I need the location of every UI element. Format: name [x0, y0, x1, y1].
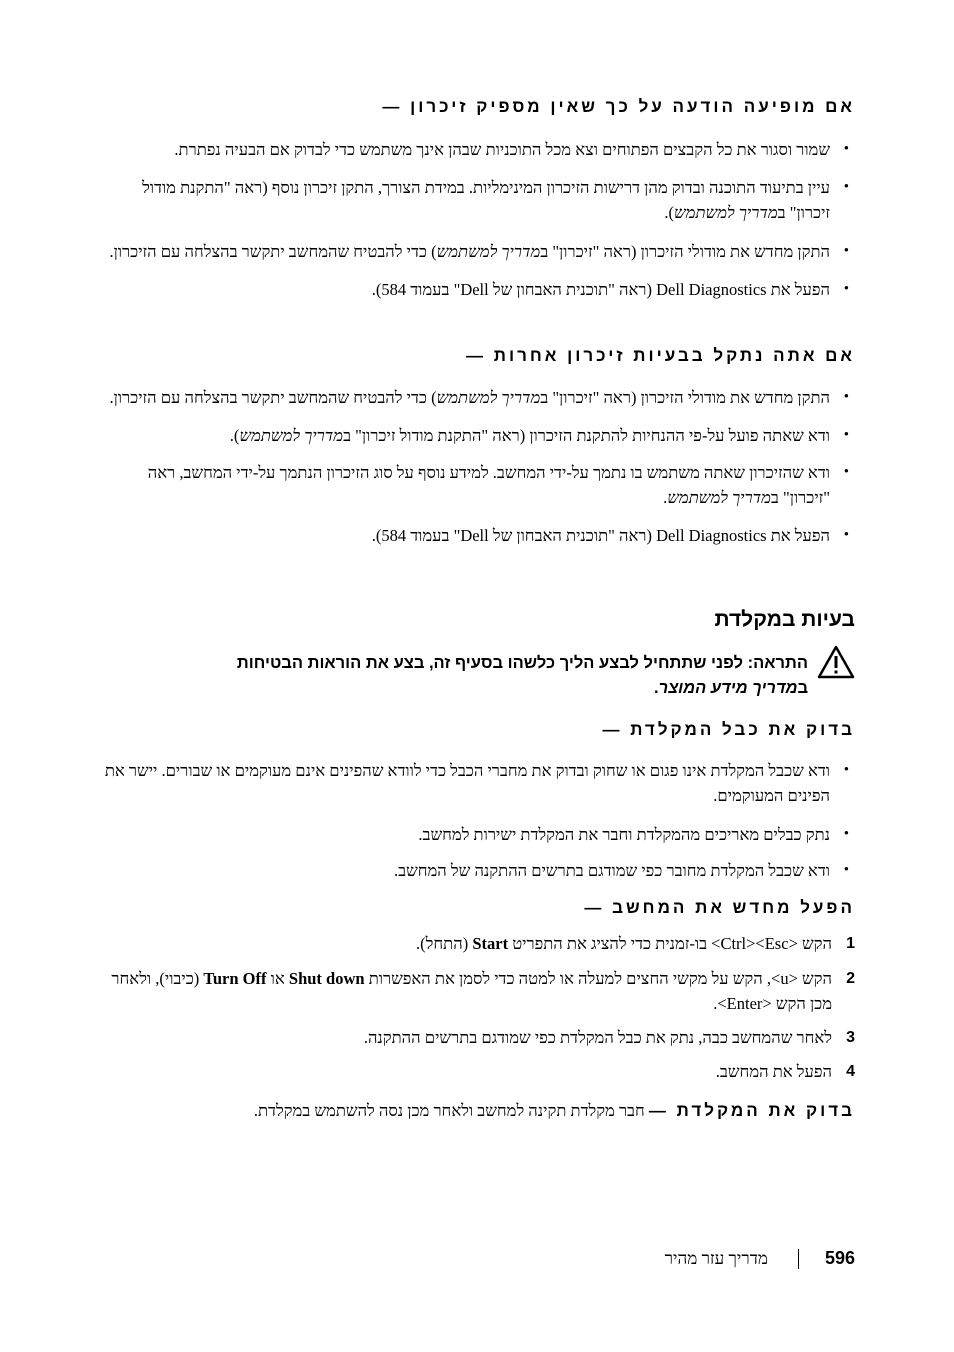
step-item — [98, 966, 855, 1016]
list-keyboard-cable — [98, 758, 855, 883]
caution-text-line2: במדריך מידע המוצר. — [654, 679, 808, 697]
list-insufficient-memory — [98, 137, 855, 302]
list-item-text: התקן מחדש את מודולי הזיכרון (ראה "זיכרון" במדריך למשתמש) כדי להבטיח שהמחשב יתקשר בהצלחה עם הזיכרון. — [109, 388, 830, 407]
list-item-text: ודא שהזיכרון שאתה משתמש בו נתמך על-ידי המחשב. למידע נוסף על סוג הזיכרון הנתמך על-ידי המחשב, ראה "זיכרון" במדריך למשתמש. — [147, 463, 830, 507]
section-title-keyboard-problems: בעיות במקלדת — [714, 608, 855, 631]
page-footer — [665, 1248, 855, 1269]
list-item-text: התקן מחדש את מודולי הזיכרון (ראה "זיכרון" במדריך למשתמש) כדי להבטיח שהמחשב יתקשר בהצלחה עם הזיכרון. — [109, 242, 830, 261]
step-item — [98, 931, 855, 956]
step-number: 4 — [846, 1063, 855, 1080]
step-text: הקש <u>, הקש על מקשי החצים למעלה או למטה כדי לסמן את האפשרות Shut down או Turn Off (כיבוי), ולאחר מכן הקש <Enter>. — [111, 969, 832, 1013]
caution-text-line1: התראה: לפני שתתחיל לבצע הליך כלשהו בסעיף זה, בצע את הוראות הבטיחות — [236, 654, 808, 672]
heading-other-memory-problems: אם אתה נתקל בבעיות זיכרון אחרות — — [466, 346, 855, 365]
heading-insufficient-memory: אם מופיעה הודעה על כך שאין מספיק זיכרון — — [382, 97, 855, 116]
step-number: 3 — [846, 1029, 855, 1046]
list-item: • נתק כבלים מאריכים מהמקלדת וחבר את המקלדת ישירות למחשב. — [98, 822, 855, 847]
list-item — [98, 175, 855, 225]
heading-restart-computer: הפעל מחדש את המחשב — — [584, 898, 855, 917]
list-item — [98, 423, 855, 448]
step-text: לאחר שהמחשב כבה, נתק את כבל המקלדת כפי שמודגם בתרשים ההתקנה. — [363, 1028, 832, 1047]
caution-notice — [98, 651, 855, 701]
list-item: • הפעל את Dell Diagnostics (ראה "תוכנית האבחון של Dell" בעמוד 584). — [98, 277, 855, 302]
heading-check-keyboard-cable: בדוק את כבל המקלדת — — [602, 720, 855, 739]
list-item — [98, 460, 855, 510]
list-other-memory-problems — [98, 385, 855, 548]
list-item: • ודא שכבל המקלדת אינו פגום או שחוק ובדוק את מחברי הכבל כדי לוודא שהפינים אינם מעוקמים או שבורים. יישר את הפינים המעוקמים. — [98, 758, 855, 808]
warning-triangle-icon — [817, 645, 855, 679]
restart-steps — [98, 931, 855, 1084]
step-item — [98, 1059, 855, 1084]
list-item: • הפעל את Dell Diagnostics (ראה "תוכנית האבחון של Dell" בעמוד 584). — [98, 523, 855, 548]
test-keyboard-paragraph — [254, 1098, 855, 1123]
list-item-text: ודא שאתה פועל על-פי ההנחיות להתקנת הזיכרון (ראה "התקנת מודול זיכרון" במדריך למשתמש). — [229, 426, 830, 445]
list-item — [98, 239, 855, 264]
step-number: 1 — [846, 935, 855, 952]
step-number: 2 — [846, 970, 855, 987]
list-item-text: עיין בתיעוד התוכנה ובדוק מהן דרישות הזיכרון המינימליות. במידת הצורך, התקן זיכרון נוסף (ראה "התקנת מודול זיכרון" במדריך למשתמש). — [142, 178, 830, 222]
list-item — [98, 385, 855, 410]
step-text: הקש <Ctrl><Esc> בו-זמנית כדי להציג את התפריט Start (התחל). — [416, 934, 832, 953]
heading-test-keyboard: בדוק את המקלדת — — [648, 1101, 855, 1120]
guide-title: מדריך עזר מהיר — [664, 1248, 768, 1268]
step-text: הפעל את המחשב. — [715, 1062, 832, 1081]
list-item: • ודא שכבל המקלדת מחובר כפי שמודגם בתרשים ההתקנה של המחשב. — [98, 858, 855, 883]
page-number: 596 — [824, 1248, 855, 1268]
test-keyboard-text: חבר מקלדת תקינה למחשב ולאחר מכן נסה להשתמש במקלדת. — [253, 1101, 645, 1120]
footer-divider — [798, 1249, 799, 1269]
document-page — [98, 0, 855, 1352]
step-item — [98, 1025, 855, 1050]
list-item: • שמור וסגור את כל הקבצים הפתוחים וצא מכל התוכניות שבהן אינך משתמש כדי לבדוק אם הבעיה נפתרת. — [98, 137, 855, 162]
